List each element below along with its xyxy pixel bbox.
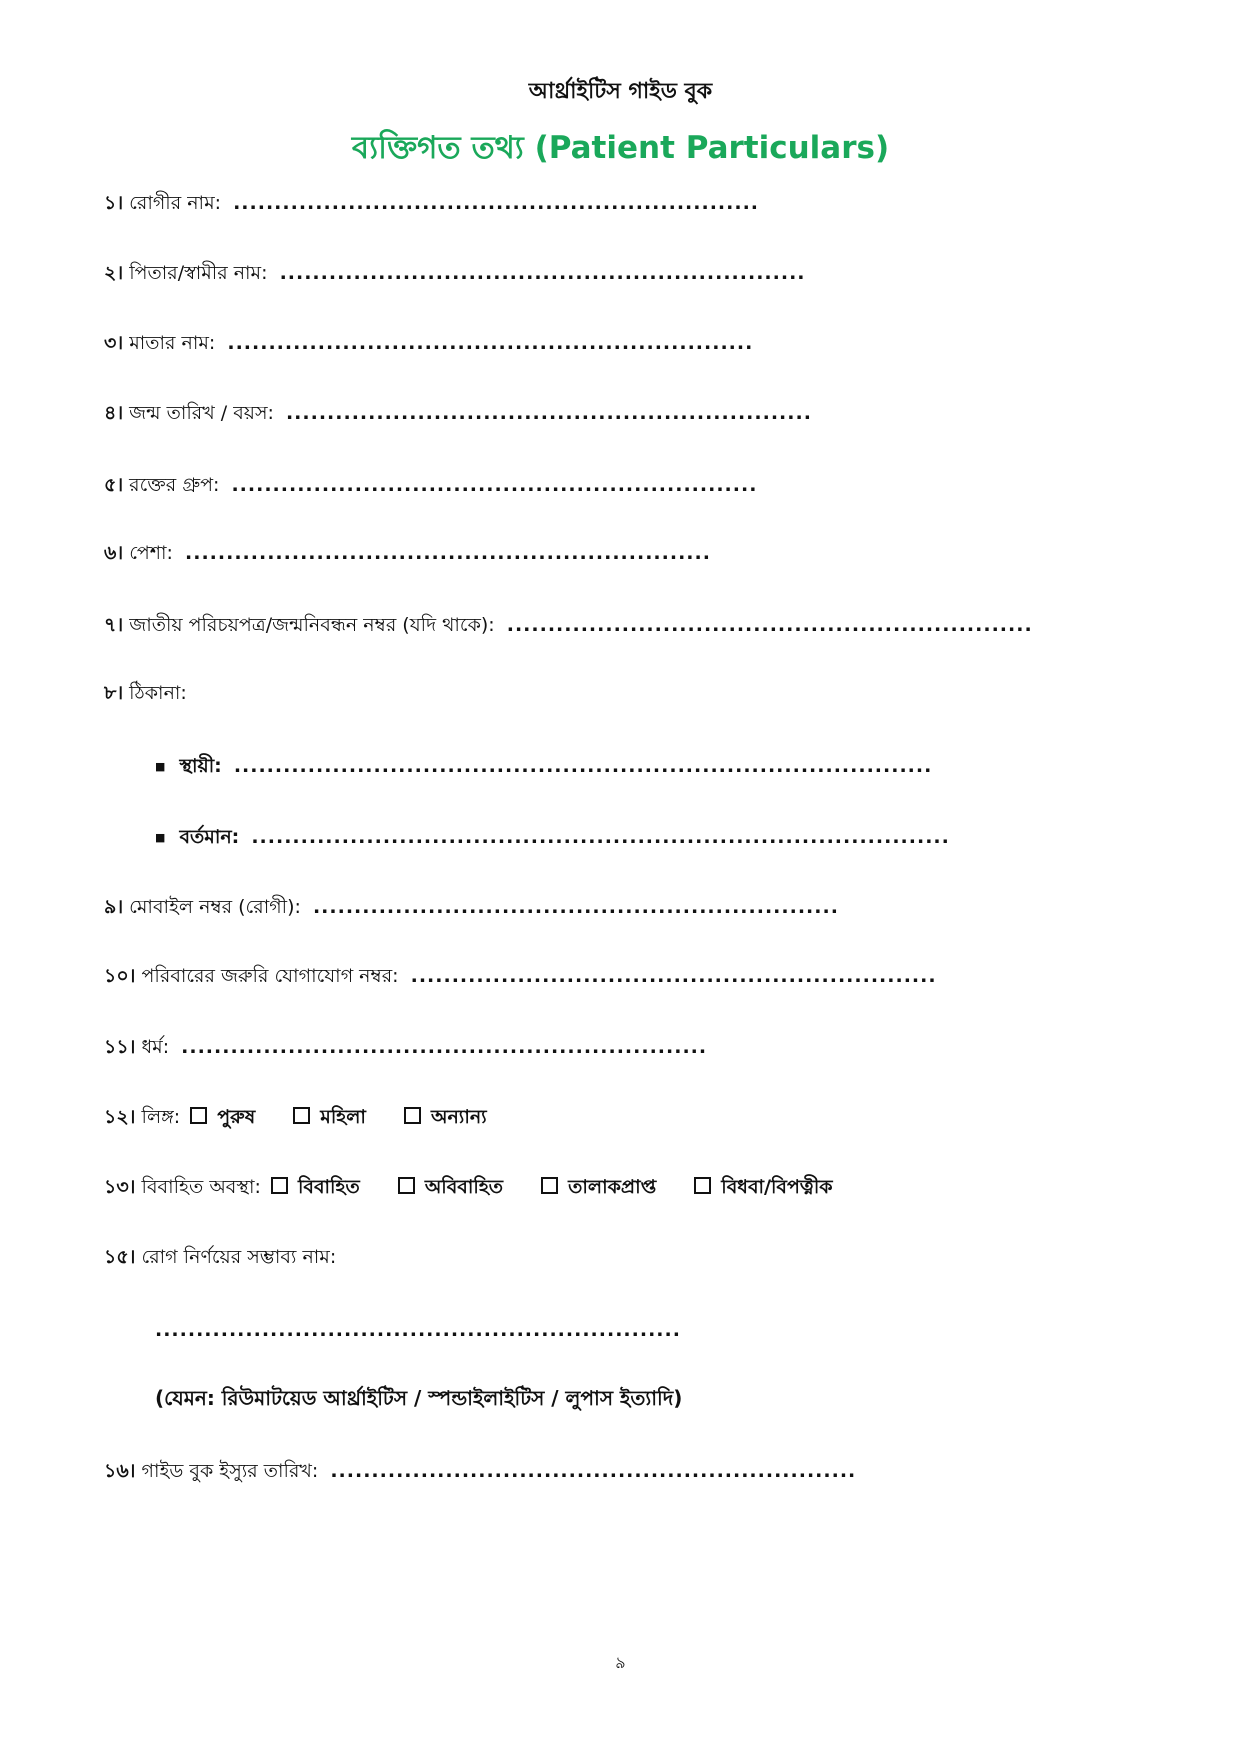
field-national-id bbox=[104, 612, 1033, 638]
field-issue-date bbox=[104, 1458, 856, 1484]
field-number: ৩। bbox=[104, 332, 124, 354]
blank-line[interactable]: ................................................................ bbox=[231, 474, 758, 496]
field-label: বিবাহিত অবস্থা: bbox=[141, 1176, 261, 1198]
field-blood-group bbox=[104, 472, 757, 498]
field-number: ১। bbox=[104, 192, 124, 214]
field-label: পিতার/স্বামীর নাম: bbox=[129, 262, 268, 284]
field-number: ৭। bbox=[104, 614, 124, 636]
field-number: ১৫। bbox=[104, 1246, 136, 1268]
blank-line[interactable]: ................................................................ bbox=[330, 1460, 857, 1482]
field-label: স্থায়ী: bbox=[179, 755, 222, 777]
blank-line[interactable]: ................................................................ bbox=[185, 542, 711, 564]
field-number: ১৬। bbox=[104, 1460, 136, 1482]
page-number: ৯ bbox=[615, 1653, 626, 1672]
field-address bbox=[104, 680, 187, 706]
square-bullet-icon: ■ bbox=[155, 830, 166, 844]
blank-line[interactable]: ................................................................ bbox=[227, 332, 754, 354]
field-label: বর্তমান: bbox=[179, 826, 240, 848]
checkbox-divorced[interactable] bbox=[541, 1177, 558, 1194]
checkbox-other[interactable] bbox=[404, 1107, 421, 1124]
field-label: জন্ম তারিখ / বয়স: bbox=[129, 402, 274, 424]
checkbox-female[interactable] bbox=[293, 1107, 310, 1124]
square-bullet-icon: ■ bbox=[155, 759, 166, 773]
option-label: মহিলা bbox=[320, 1106, 366, 1128]
option-label: অবিবাহিত bbox=[424, 1176, 504, 1198]
field-label: জাতীয় পরিচয়পত্র/জন্মনিবন্ধন নম্বর (যদি থাকে): bbox=[129, 614, 495, 636]
field-birth-date-age bbox=[104, 400, 812, 426]
field-religion bbox=[104, 1034, 707, 1060]
field-number: ১১। bbox=[104, 1036, 136, 1058]
blank-line[interactable]: ................................................................ bbox=[155, 1319, 681, 1341]
checkbox-widowed[interactable] bbox=[694, 1177, 711, 1194]
field-number: ১০। bbox=[104, 965, 136, 987]
field-father-husband-name bbox=[104, 260, 806, 286]
field-address-permanent bbox=[155, 753, 932, 780]
field-gender bbox=[104, 1104, 515, 1130]
field-label: মোবাইল নম্বর (রোগী): bbox=[129, 896, 301, 918]
field-marital-status bbox=[104, 1174, 861, 1200]
checkbox-male[interactable] bbox=[190, 1107, 207, 1124]
field-number: ১২। bbox=[104, 1106, 136, 1128]
blank-line[interactable]: ................................................................ bbox=[181, 1036, 708, 1058]
blank-line[interactable]: ................................................................ bbox=[233, 192, 760, 214]
field-patient-name bbox=[104, 190, 759, 216]
option-label: পুরুষ bbox=[217, 1106, 256, 1128]
field-address-present bbox=[155, 824, 950, 851]
field-number: ২। bbox=[104, 262, 124, 284]
document-header: আর্থ্রাইটিস গাইড বুক bbox=[528, 79, 713, 104]
diagnosis-example: (যেমন: রিউমাটয়েড আর্থ্রাইটিস / স্পন্ডাইলাইটিস / লুপাস ইত্যাদি) bbox=[155, 1386, 683, 1410]
field-probable-diagnosis bbox=[104, 1244, 336, 1270]
checkbox-unmarried[interactable] bbox=[398, 1177, 415, 1194]
field-number: ৫। bbox=[104, 474, 124, 496]
field-number: ১৩। bbox=[104, 1176, 136, 1198]
field-number: ৯। bbox=[104, 896, 124, 918]
field-label: ঠিকানা: bbox=[129, 682, 187, 704]
field-label: রোগ নির্ণয়ের সম্ভাব্য নাম: bbox=[141, 1246, 337, 1268]
field-number: ৬। bbox=[104, 542, 124, 564]
field-label: পরিবারের জরুরি যোগাযোগ নম্বর: bbox=[141, 965, 399, 987]
field-label: লিঙ্গ: bbox=[141, 1106, 181, 1128]
field-label: রোগীর নাম: bbox=[129, 192, 222, 214]
field-label: রক্তের গ্রুপ: bbox=[129, 474, 220, 496]
field-label: পেশা: bbox=[129, 542, 173, 564]
field-label: গাইড বুক ইস্যুর তারিখ: bbox=[141, 1460, 319, 1482]
field-mobile-number bbox=[104, 894, 839, 920]
field-number: ৮। bbox=[104, 682, 124, 704]
field-label: ধর্ম: bbox=[141, 1036, 170, 1058]
field-diagnosis-blank bbox=[155, 1317, 681, 1343]
blank-line[interactable]: ................................................................ bbox=[506, 614, 1033, 636]
option-label: বিধবা/বিপত্নীক bbox=[721, 1176, 833, 1198]
checkbox-married[interactable] bbox=[271, 1177, 288, 1194]
section-title: ব্যক্তিগত তথ্য (Patient Particulars) bbox=[351, 130, 890, 166]
blank-line[interactable]: ................................................................ bbox=[312, 896, 839, 918]
option-label: বিবাহিত bbox=[297, 1176, 360, 1198]
field-occupation bbox=[104, 540, 711, 566]
blank-line[interactable]: ..................................................................................... bbox=[251, 826, 950, 848]
blank-line[interactable]: ..................................................................................... bbox=[233, 755, 933, 777]
blank-line[interactable]: ................................................................ bbox=[279, 262, 806, 284]
option-label: তালাকপ্রাপ্ত bbox=[568, 1176, 657, 1198]
field-label: মাতার নাম: bbox=[129, 332, 216, 354]
field-mother-name bbox=[104, 330, 753, 356]
option-label: অন্যান্য bbox=[431, 1106, 487, 1128]
blank-line[interactable]: ................................................................ bbox=[410, 965, 937, 987]
blank-line[interactable]: ................................................................ bbox=[285, 402, 812, 424]
field-emergency-contact bbox=[104, 963, 937, 989]
field-number: ৪। bbox=[104, 402, 124, 424]
